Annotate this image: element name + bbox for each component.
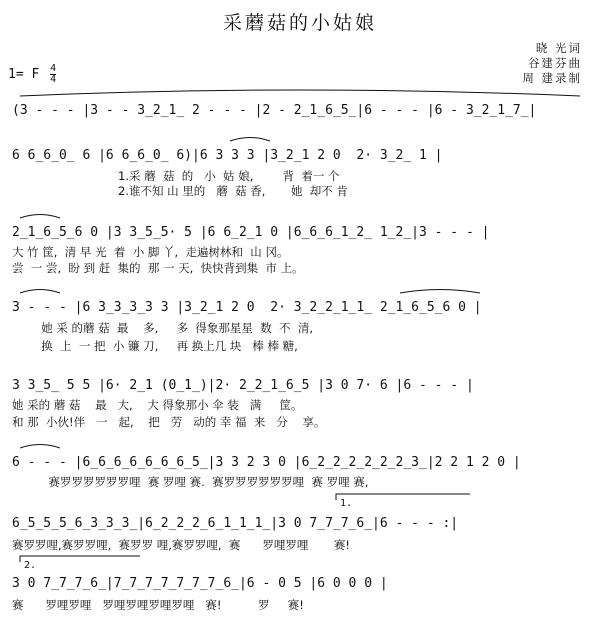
tie-arc [20, 290, 60, 294]
time-signature: $\frac{4}{4}$ [50, 63, 57, 85]
lyrics-line-2b: 2.谁不知 山 里的 蘑 菇 香, 她 却不 肯 [12, 184, 348, 198]
lyrics-line-4b: 换 上 一 把 小 镰 刀, 再 换上几 块 棒 棒 糖, [12, 339, 298, 353]
notation-line-3: 2̲1̲6̲5̲6 0 |3 3̲5̲5· 5 |6 6̲2̲1 0 |6̲6̲6̲1̲2̲ 1̲2̲|3 - - - | [12, 225, 490, 240]
lyrics-line-4a: 她 采 的蘑 菇 最 多, 多 得象那星星 数 不 清, [12, 321, 313, 335]
lyrics-line-8: 赛 罗哩罗哩 罗哩罗哩罗哩罗哩 赛! 罗 赛! [12, 598, 304, 612]
notation-line-5: 3 3̲5̲ 5 5 |6· 2̲1 (0̲1̲)|2· 2̲2̲1̲6̲5 |3 0 7· 6 |6 - - - | [12, 378, 474, 393]
first-ending-bracket [336, 494, 470, 500]
notation-line-2: 6 6̲6̲0̲ 6 |6 6̲6̲0̲ 6)|6 3 3 3 |3̲2̲1 2 0 2· 3̲2̲ 1 | [12, 148, 443, 163]
second-ending-marker: 2. [24, 560, 37, 571]
notation-line-6: 6 - - - |6̲6̲6̲6̲6̲6̲6̲5̲|3 3 2 3 0 |6̲2̲2̲2̲2̲2̲2̲3̲|2 2 1 2 0 | [12, 455, 521, 470]
lyrics-line-5a: 她 采的 蘑 菇 最 大, 大 得象那小 伞 装 满 筐。 [12, 398, 303, 412]
second-ending-bracket [20, 556, 140, 562]
notation-line-7: 6̲5̲5̲5̲6̲3̲3̲3̲|6̲2̲2̲2̲6̲1̲1̲1̲|3 0 7̲7̲7̲6̲|6 - - - :| [12, 516, 459, 531]
composer-credit: 谷建芬曲 [528, 56, 582, 70]
lyrics-line-5b: 和 那 小伙!伴 一 起, 把 劳 动的 幸 福 来 分 享。 [12, 415, 326, 429]
tie-arc [400, 290, 480, 294]
tie-arc [20, 215, 60, 219]
transcriber-credit: 周 建录制 [522, 71, 582, 85]
lyrics-line-3b: 尝 一 尝, 盼 到 赶 集的 那 一 天, 快快背到集 市 上。 [12, 261, 304, 275]
lyricist-credit: 晓 光词 [535, 41, 582, 55]
tie-arc [230, 138, 270, 142]
lyrics-line-6: 赛罗罗罗罗罗罗哩 赛 罗哩 赛. 赛罗罗罗罗罗罗哩 赛 罗哩 赛, [12, 475, 369, 489]
lyrics-line-7: 赛罗罗哩,赛罗罗哩, 赛罗罗 哩,赛罗罗哩, 赛 罗哩罗哩 赛! [12, 538, 351, 552]
notation-line-8: 3 0 7̲7̲7̲6̲|7̲7̲7̲7̲7̲7̲7̲6̲|6 - 0 5 |6 0 0 0 | [12, 576, 388, 591]
song-title: 采蘑菇的小姑娘 [222, 12, 377, 34]
tie-arc [20, 445, 60, 449]
first-ending-marker: 1. [340, 498, 353, 509]
lyrics-line-3a: 大 竹 筐, 清 早 光 着 小 脚 丫, 走遍树林和 山 冈。 [12, 245, 289, 259]
lyrics-line-2a: 1.采 蘑 菇 的 小 姑 娘, 背 着一 个 [12, 169, 340, 183]
tie-arc [20, 90, 580, 96]
notation-line-1: (3 - - - |3 - - 3̲2̲1̲ 2 - - - |2 - 2̲1̲6̲5̲|6 - - - |6 - 3̲2̲1̲7̲| [12, 103, 537, 118]
notation-line-4: 3 - - - |6 3̲3̲3̲3 3 |3̲2̲1 2 0 2· 3̲2̲2̲1̲1̲ 2̲1̲6̲5̲6 0 | [12, 300, 482, 315]
key-label: 1= F [8, 67, 40, 82]
